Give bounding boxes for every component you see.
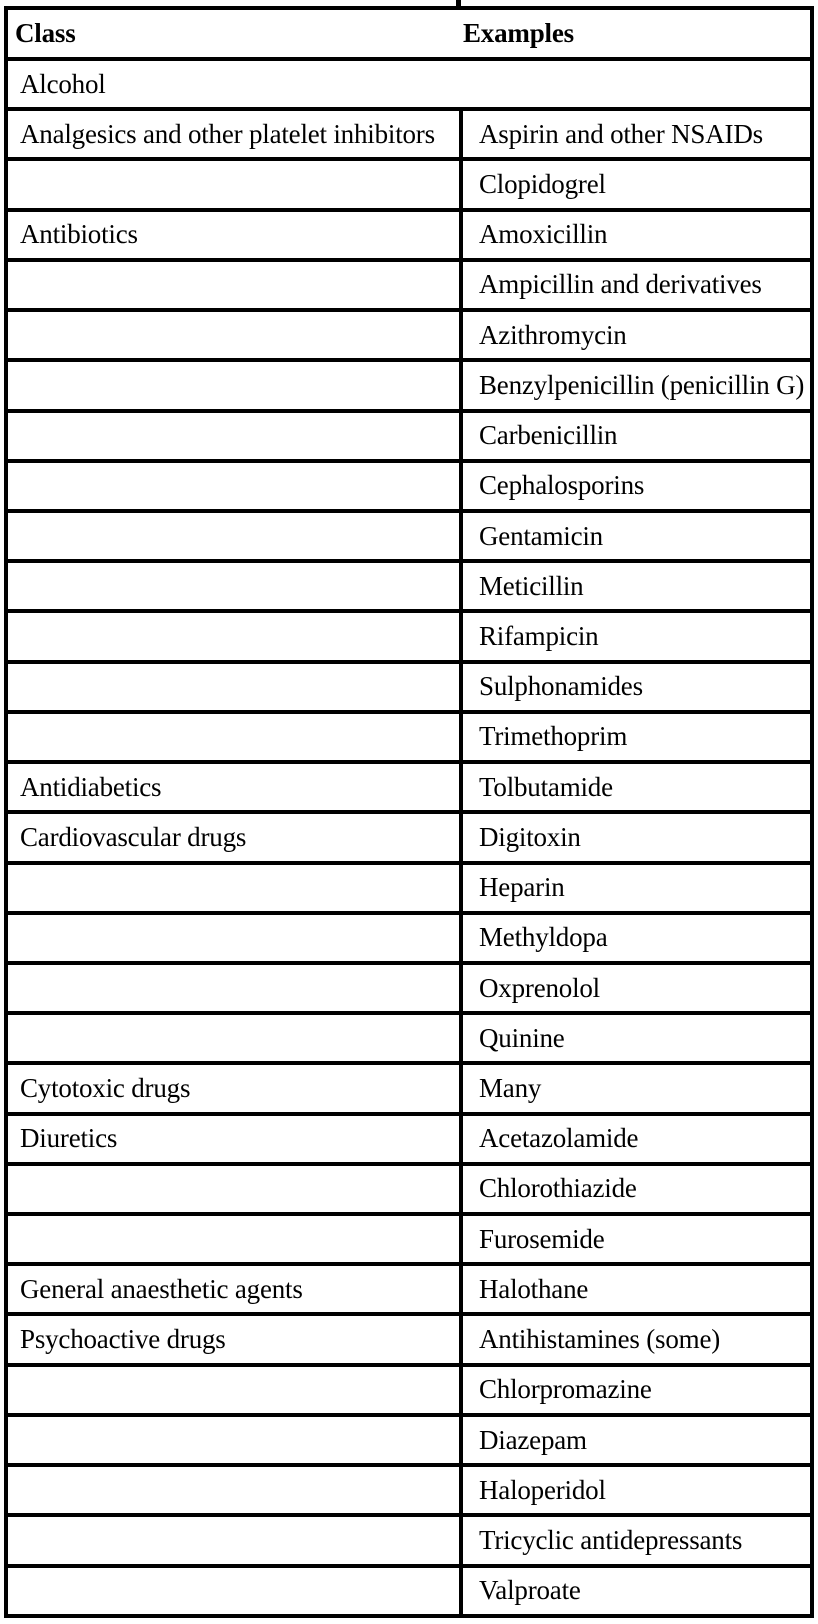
table-row xyxy=(6,712,812,762)
class-cell xyxy=(6,561,461,611)
example-cell: Chlorothiazide xyxy=(461,1164,812,1214)
class-cell xyxy=(6,611,461,661)
example-cell: Furosemide xyxy=(461,1214,812,1264)
table-row xyxy=(6,812,812,862)
class-cell xyxy=(6,712,461,762)
class-cell xyxy=(6,1566,461,1616)
table-row xyxy=(6,1566,812,1616)
table-row xyxy=(6,662,812,712)
example-cell: Haloperidol xyxy=(461,1465,812,1515)
table-row xyxy=(6,1214,812,1264)
example-cell: Heparin xyxy=(461,863,812,913)
class-cell xyxy=(6,360,461,410)
class-cell xyxy=(6,1214,461,1264)
table-row xyxy=(6,159,812,209)
example-cell: Halothane xyxy=(461,1264,812,1314)
class-cell xyxy=(6,963,461,1013)
table-row xyxy=(6,1365,812,1415)
table-row xyxy=(6,913,812,963)
class-cell xyxy=(6,159,461,209)
example-cell: Trimethoprim xyxy=(461,712,812,762)
example-cell: Amoxicillin xyxy=(461,210,812,260)
class-cell xyxy=(6,411,461,461)
example-cell: Gentamicin xyxy=(461,511,812,561)
example-cell: Many xyxy=(461,1063,812,1113)
table-row xyxy=(6,511,812,561)
table-row xyxy=(6,1264,812,1314)
table-row xyxy=(6,59,812,109)
class-cell: Analgesics and other platelet inhibitors xyxy=(6,109,461,159)
example-cell: Rifampicin xyxy=(461,611,812,661)
table-row xyxy=(6,963,812,1013)
example-cell: Carbenicillin xyxy=(461,411,812,461)
example-cell: Quinine xyxy=(461,1013,812,1063)
class-cell xyxy=(6,913,461,963)
example-cell: Digitoxin xyxy=(461,812,812,862)
class-cell: Alcohol xyxy=(6,59,812,109)
example-cell: Cephalosporins xyxy=(461,461,812,511)
class-cell xyxy=(6,662,461,712)
table-row xyxy=(6,360,812,410)
class-cell xyxy=(6,1365,461,1415)
table-row xyxy=(6,260,812,310)
example-cell: Oxprenolol xyxy=(461,963,812,1013)
table-row xyxy=(6,411,812,461)
column-header-examples: Examples xyxy=(461,8,812,59)
example-cell: Azithromycin xyxy=(461,310,812,360)
table-row xyxy=(6,310,812,360)
table-header xyxy=(6,8,812,59)
table-row xyxy=(6,762,812,812)
example-cell: Aspirin and other NSAIDs xyxy=(461,109,812,159)
table-row xyxy=(6,1314,812,1364)
table-row xyxy=(6,611,812,661)
example-cell: Chlorpromazine xyxy=(461,1365,812,1415)
class-cell xyxy=(6,1465,461,1515)
example-cell: Meticillin xyxy=(461,561,812,611)
table-row xyxy=(6,1164,812,1214)
table-row xyxy=(6,461,812,511)
class-cell xyxy=(6,511,461,561)
example-cell: Acetazolamide xyxy=(461,1114,812,1164)
class-cell xyxy=(6,1164,461,1214)
class-cell xyxy=(6,1515,461,1565)
class-cell xyxy=(6,1415,461,1465)
class-cell xyxy=(6,260,461,310)
example-cell: Antihistamines (some) xyxy=(461,1314,812,1364)
table-row xyxy=(6,1063,812,1113)
table-row xyxy=(6,1515,812,1565)
table-row xyxy=(6,109,812,159)
column-header-class: Class xyxy=(6,8,461,59)
class-cell xyxy=(6,1013,461,1063)
class-cell: General anaesthetic agents xyxy=(6,1264,461,1314)
example-cell: Sulphonamides xyxy=(461,662,812,712)
example-cell: Diazepam xyxy=(461,1415,812,1465)
example-cell: Tricyclic antidepressants xyxy=(461,1515,812,1565)
table-row xyxy=(6,863,812,913)
table-body xyxy=(6,59,812,1616)
example-cell: Valproate xyxy=(461,1566,812,1616)
example-cell: Clopidogrel xyxy=(461,159,812,209)
class-cell: Cytotoxic drugs xyxy=(6,1063,461,1113)
table-row xyxy=(6,210,812,260)
drug-classes-table xyxy=(4,6,814,1618)
class-cell xyxy=(6,310,461,360)
example-cell: Tolbutamide xyxy=(461,762,812,812)
header-row xyxy=(6,8,812,59)
table-row xyxy=(6,1465,812,1515)
class-cell: Psychoactive drugs xyxy=(6,1314,461,1364)
table-row xyxy=(6,1013,812,1063)
example-cell: Benzylpenicillin (penicillin G) xyxy=(461,360,812,410)
class-cell: Diuretics xyxy=(6,1114,461,1164)
table-row xyxy=(6,1415,812,1465)
class-cell xyxy=(6,461,461,511)
class-cell xyxy=(6,863,461,913)
class-cell: Antibiotics xyxy=(6,210,461,260)
table-row xyxy=(6,561,812,611)
example-cell: Ampicillin and derivatives xyxy=(461,260,812,310)
example-cell: Methyldopa xyxy=(461,913,812,963)
class-cell: Antidiabetics xyxy=(6,762,461,812)
table-row xyxy=(6,1114,812,1164)
class-cell: Cardiovascular drugs xyxy=(6,812,461,862)
